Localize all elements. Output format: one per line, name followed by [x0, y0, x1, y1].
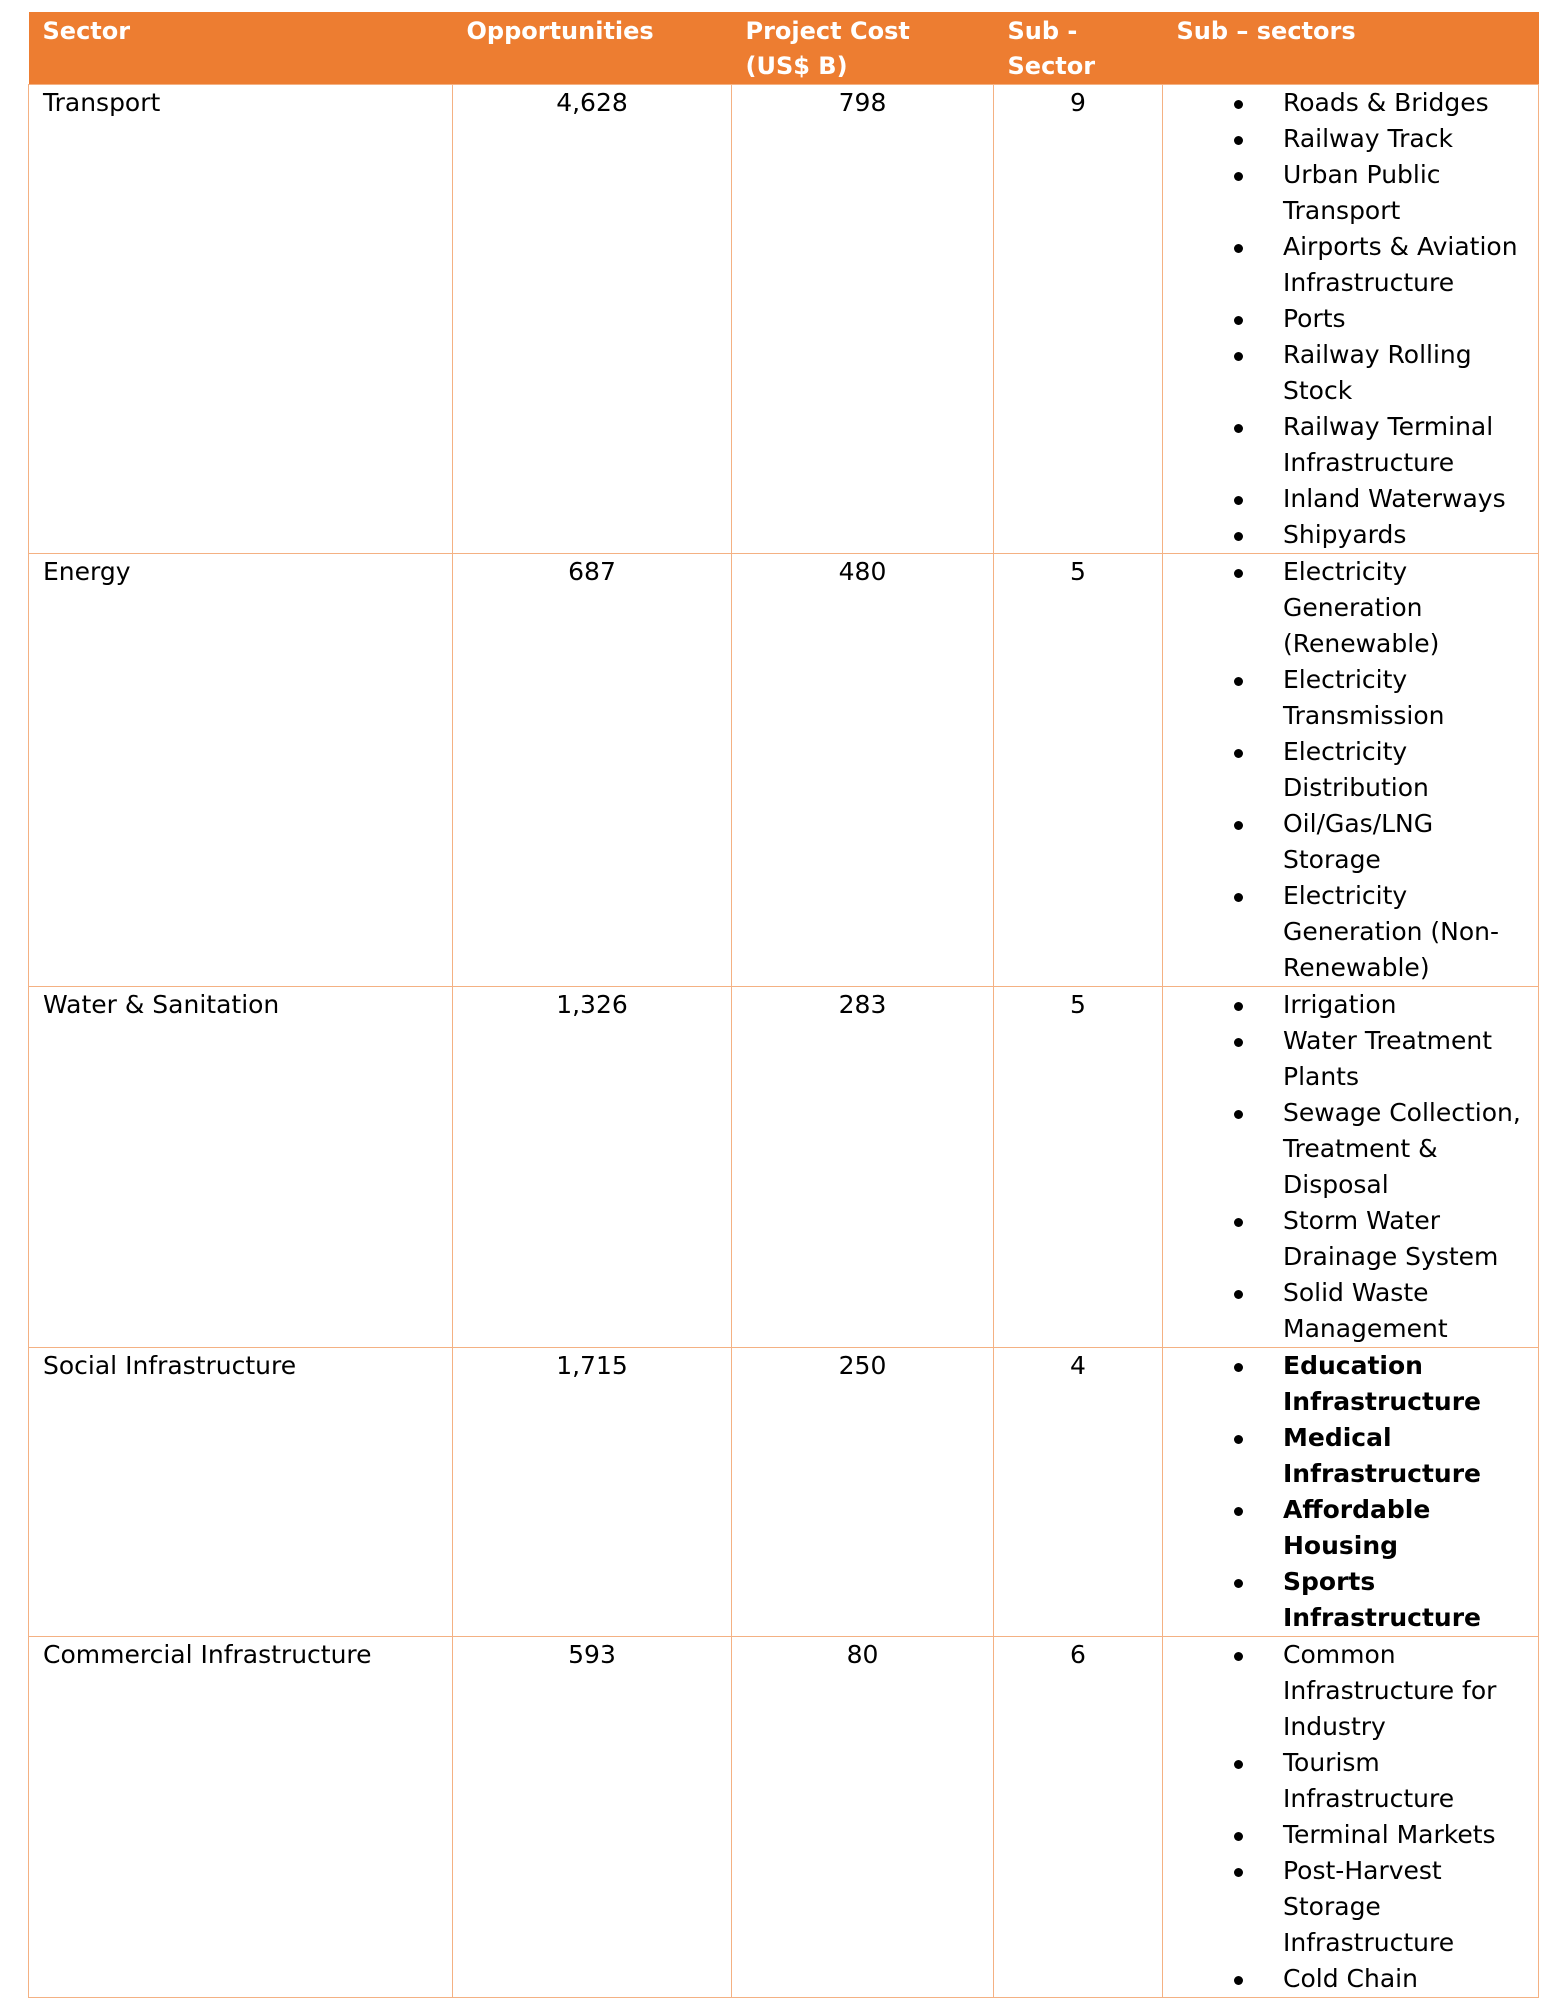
list-item: Sewage Collection, Treatment & Disposal: [1163, 1095, 1530, 1203]
header-sub-sector-count: Sub - Sector: [994, 12, 1163, 85]
sub-sectors-cell: [1163, 987, 1539, 1348]
list-item: Ports: [1163, 301, 1530, 337]
sector-cell: Transport: [29, 85, 453, 554]
sub-sectors-cell: [1163, 1637, 1539, 1998]
list-item: Common Infrastructure for Industry: [1163, 1637, 1530, 1745]
opportunities-cell: 593: [453, 1637, 732, 1998]
project-cost-cell: 80: [732, 1637, 994, 1998]
table-row: [29, 987, 1539, 1348]
table-row: [29, 85, 1539, 554]
sub-sectors-list: [1163, 987, 1530, 1347]
sub-sectors-list: [1163, 1637, 1530, 1997]
opportunities-cell: 1,326: [453, 987, 732, 1348]
header-opportunities: Opportunities: [453, 12, 732, 85]
list-item: Sports Infrastructure: [1163, 1564, 1530, 1636]
sector-cell: Water & Sanitation: [29, 987, 453, 1348]
sub-sectors-list: [1163, 1348, 1530, 1636]
table-header: [29, 12, 1539, 85]
sub-sector-count-cell: 9: [994, 85, 1163, 554]
list-item: Railway Terminal Infrastructure: [1163, 409, 1530, 481]
table-row: [29, 554, 1539, 987]
opportunities-cell: 1,715: [453, 1348, 732, 1637]
list-item: Shipyards: [1163, 517, 1530, 553]
sub-sectors-cell: [1163, 85, 1539, 554]
list-item: Solid Waste Management: [1163, 1275, 1530, 1347]
list-item: Electricity Generation (Renewable): [1163, 554, 1530, 662]
list-item: Medical Infrastructure: [1163, 1420, 1530, 1492]
list-item: Urban Public Transport: [1163, 157, 1530, 229]
list-item: Education Infrastructure: [1163, 1348, 1530, 1420]
sector-table: [28, 12, 1539, 1998]
sub-sector-count-cell: 5: [994, 554, 1163, 987]
list-item: Post-Harvest Storage Infrastructure: [1163, 1853, 1530, 1961]
opportunities-cell: 4,628: [453, 85, 732, 554]
sector-cell: Social Infrastructure: [29, 1348, 453, 1637]
list-item: Storm Water Drainage System: [1163, 1203, 1530, 1275]
list-item: Tourism Infrastructure: [1163, 1745, 1530, 1817]
opportunities-cell: 687: [453, 554, 732, 987]
list-item: Terminal Markets: [1163, 1817, 1530, 1853]
list-item: Electricity Transmission: [1163, 662, 1530, 734]
header-row: [29, 12, 1539, 85]
list-item: Roads & Bridges: [1163, 85, 1530, 121]
list-item: Railway Track: [1163, 121, 1530, 157]
sub-sectors-cell: [1163, 1348, 1539, 1637]
list-item: Affordable Housing: [1163, 1492, 1530, 1564]
header-sub-sectors: Sub – sectors: [1163, 12, 1539, 85]
project-cost-cell: 250: [732, 1348, 994, 1637]
project-cost-cell: 798: [732, 85, 994, 554]
sector-cell: Commercial Infrastructure: [29, 1637, 453, 1998]
sub-sector-count-cell: 6: [994, 1637, 1163, 1998]
list-item: Electricity Generation (Non-Renewable): [1163, 878, 1530, 986]
list-item: Electricity Distribution: [1163, 734, 1530, 806]
list-item: Water Treatment Plants: [1163, 1023, 1530, 1095]
sub-sectors-cell: [1163, 554, 1539, 987]
table-row: [29, 1637, 1539, 1998]
sub-sectors-list: [1163, 85, 1530, 553]
project-cost-cell: 283: [732, 987, 994, 1348]
sub-sector-count-cell: 5: [994, 987, 1163, 1348]
table-row: [29, 1348, 1539, 1637]
list-item: Airports & Aviation Infrastructure: [1163, 229, 1530, 301]
sub-sector-count-cell: 4: [994, 1348, 1163, 1637]
list-item: Cold Chain: [1163, 1961, 1530, 1997]
header-sector: Sector: [29, 12, 453, 85]
list-item: Irrigation: [1163, 987, 1530, 1023]
header-project-cost: Project Cost (US$ B): [732, 12, 994, 85]
list-item: Oil/Gas/LNG Storage: [1163, 806, 1530, 878]
table-body: [29, 85, 1539, 1998]
list-item: Railway Rolling Stock: [1163, 337, 1530, 409]
project-cost-cell: 480: [732, 554, 994, 987]
list-item: Inland Waterways: [1163, 481, 1530, 517]
sub-sectors-list: [1163, 554, 1530, 986]
sector-cell: Energy: [29, 554, 453, 987]
